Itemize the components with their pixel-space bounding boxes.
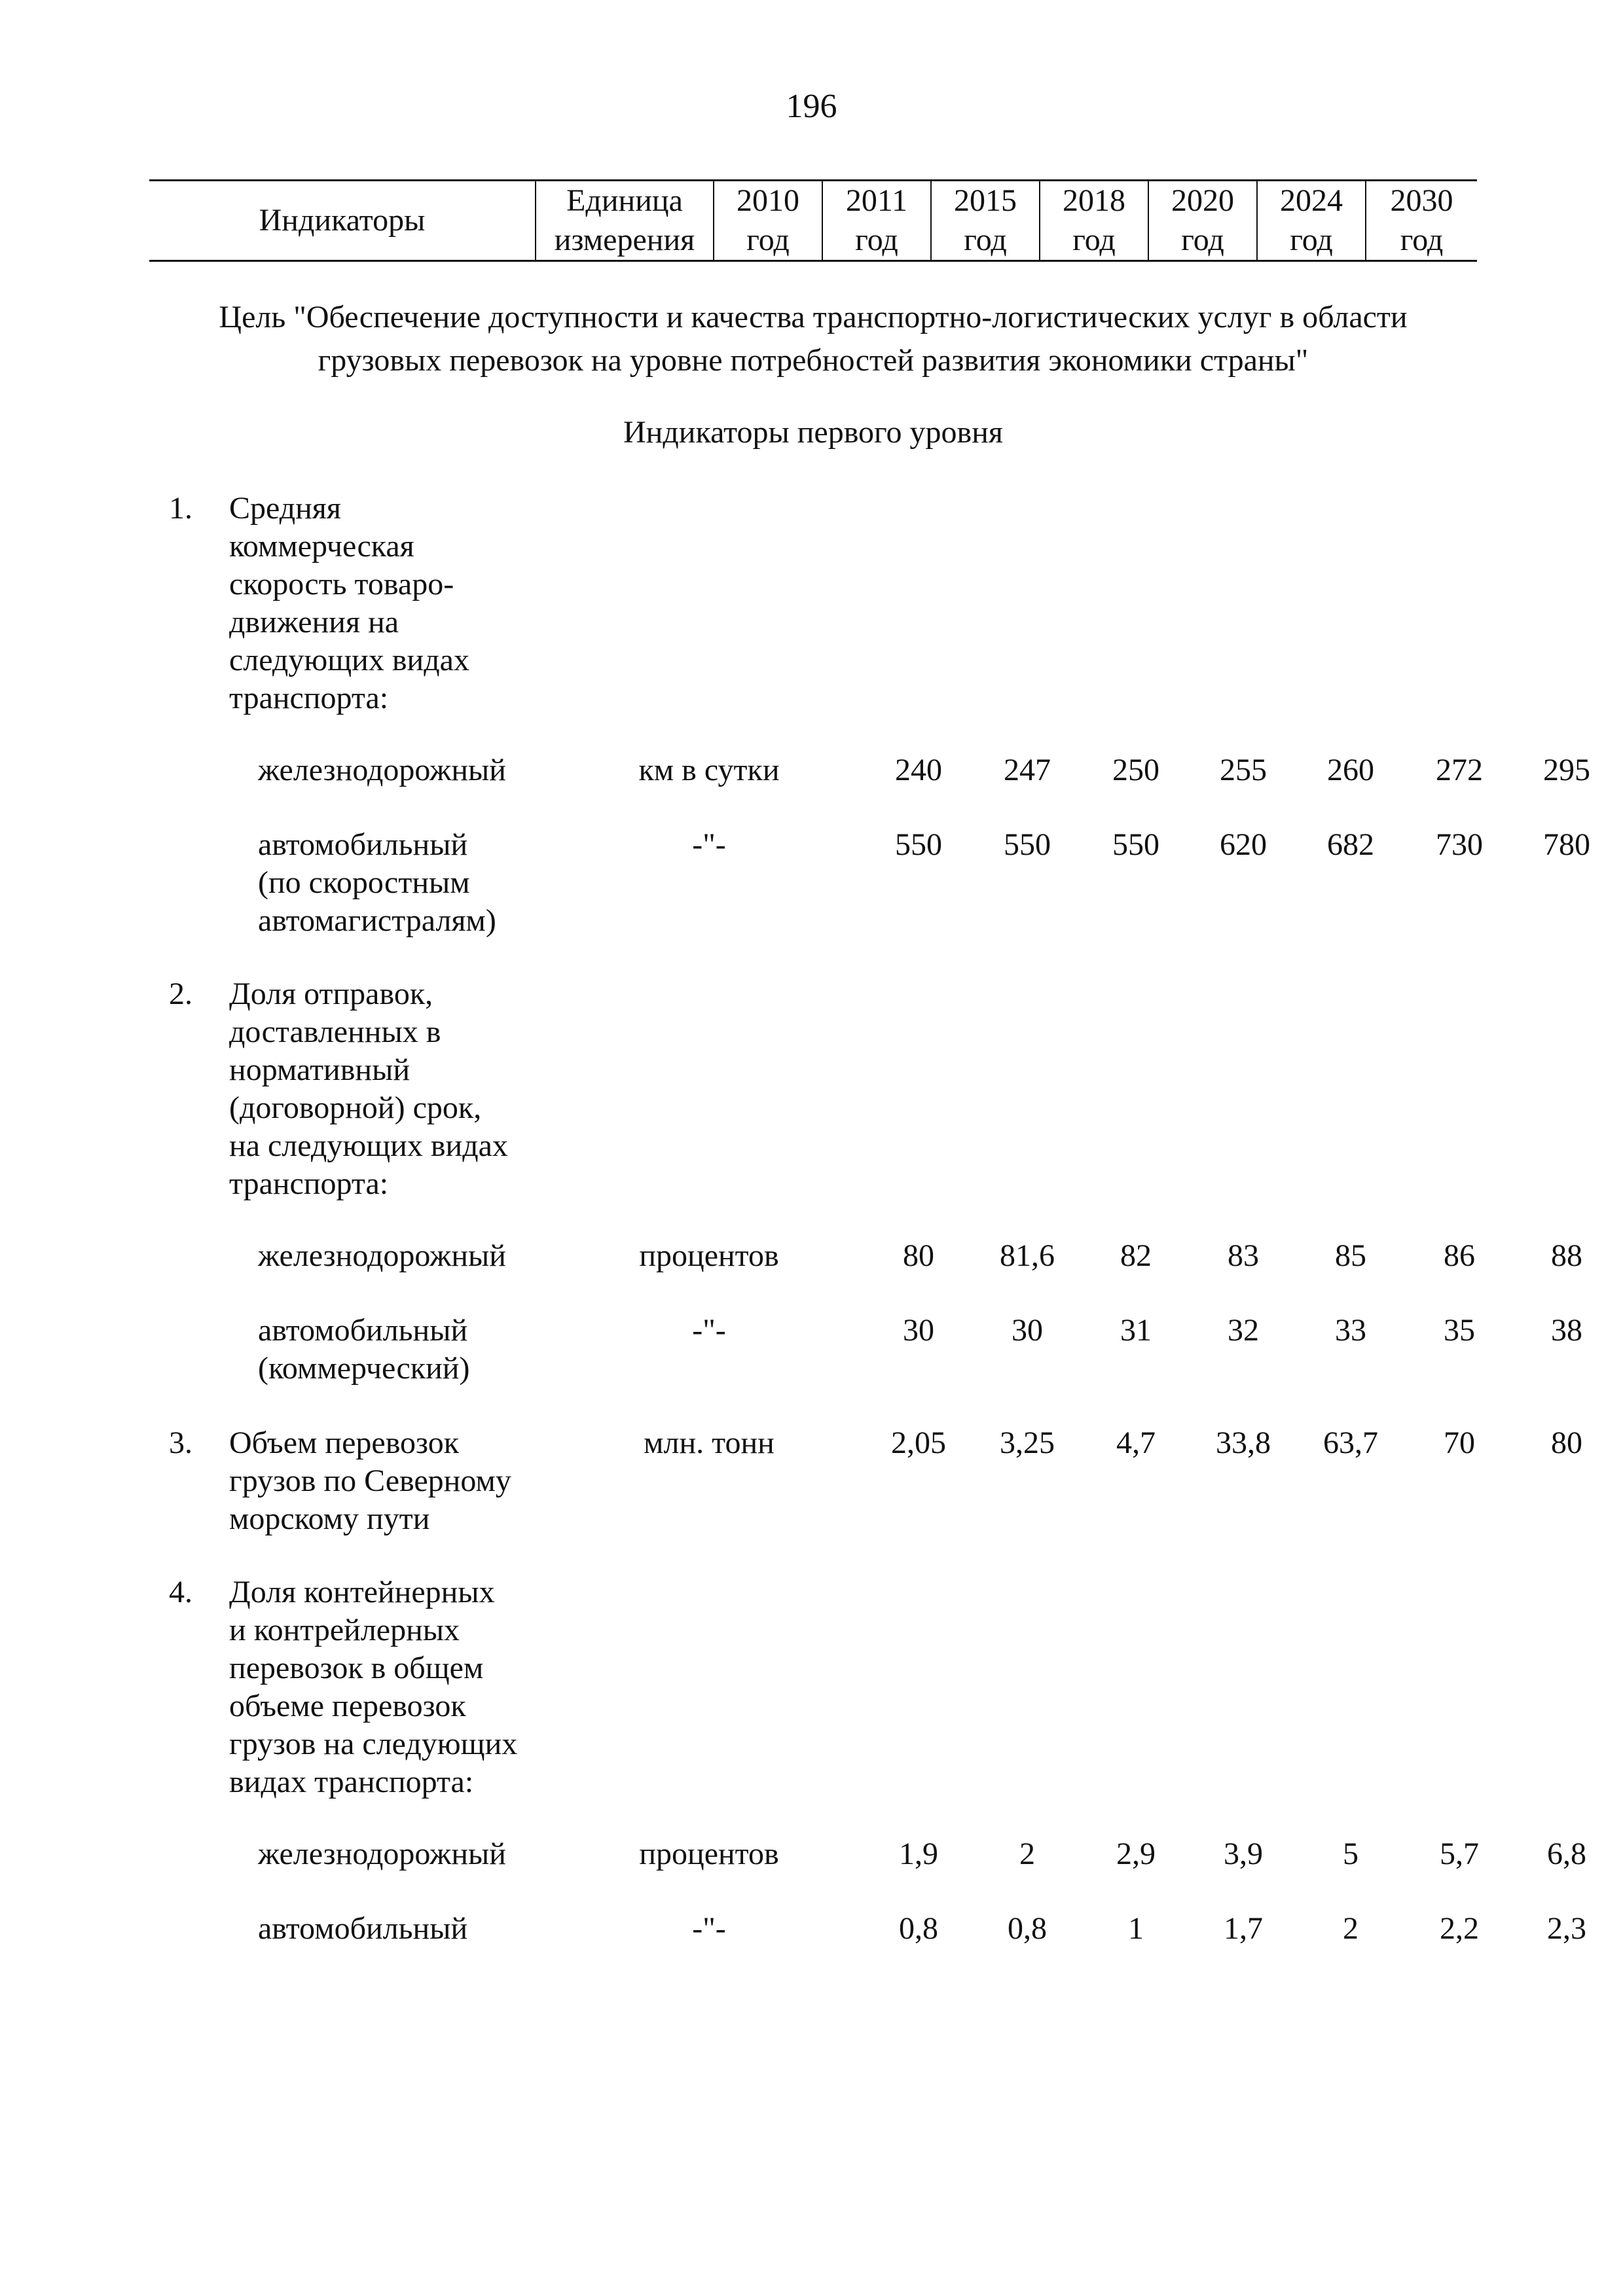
- value-cell: 247: [1004, 753, 1051, 787]
- section-label: Доля контейнерных и контрейлерных перевозок в общем объеме перевозок грузов на следующих видах транспорта:: [229, 1575, 518, 1799]
- header-year-2018: 2018 год: [1040, 181, 1148, 261]
- value-cell: 38: [1551, 1313, 1582, 1348]
- goal-line: грузовых перевозок на уровне потребностей развития экономики страны": [318, 343, 1309, 378]
- value-cell: 260: [1327, 753, 1374, 787]
- row-unit: -"-: [692, 827, 726, 862]
- header-unit: Единица измерения: [536, 181, 714, 261]
- value-cell: 2,05: [891, 1426, 946, 1460]
- value-cell: 30: [1012, 1313, 1043, 1348]
- row-label: железнодорожный: [258, 1837, 506, 1871]
- value-cell: 31: [1120, 1313, 1152, 1348]
- value-cell: 33: [1335, 1313, 1366, 1348]
- row-unit: -"-: [692, 1911, 726, 1946]
- value-cell: 82: [1120, 1238, 1152, 1273]
- section-label: Объем перевозок грузов по Северному морскому пути: [229, 1426, 511, 1536]
- row-label: автомобильный (по скоростным автомагистралям): [258, 827, 496, 938]
- row-unit: млн. тонн: [644, 1426, 775, 1460]
- value-cell: 1,9: [899, 1837, 938, 1871]
- value-cell: 2: [1343, 1911, 1359, 1946]
- subheading: Индикаторы первого уровня: [623, 415, 1003, 450]
- header-year-2030: 2030 год: [1366, 181, 1477, 261]
- value-cell: 6,8: [1547, 1837, 1586, 1871]
- value-cell: 30: [903, 1313, 934, 1348]
- section-number: 4.: [169, 1575, 192, 1609]
- value-cell: 550: [895, 827, 942, 862]
- section-number: 3.: [169, 1426, 192, 1460]
- value-cell: 0,8: [899, 1911, 938, 1946]
- header-year-2010: 2010 год: [714, 181, 822, 261]
- goal-title: [149, 296, 1477, 382]
- value-cell: 85: [1335, 1238, 1366, 1273]
- header-year-2015: 2015 год: [931, 181, 1040, 261]
- value-cell: 730: [1436, 827, 1483, 862]
- value-cell: 4,7: [1116, 1426, 1156, 1460]
- value-cell: 295: [1543, 753, 1590, 787]
- section-label: Средняя коммерческая скорость товаро- движения на следующих видах транспорта:: [229, 491, 469, 715]
- value-cell: 2,3: [1547, 1911, 1586, 1946]
- value-cell: 63,7: [1323, 1426, 1378, 1460]
- value-cell: 550: [1004, 827, 1051, 862]
- value-cell: 0,8: [1008, 1911, 1047, 1946]
- section-number: 1.: [169, 491, 192, 526]
- value-cell: 80: [903, 1238, 934, 1273]
- row-label: автомобильный (коммерческий): [258, 1313, 470, 1386]
- value-cell: 5: [1343, 1837, 1359, 1871]
- row-label: железнодорожный: [258, 1238, 506, 1273]
- value-cell: 780: [1543, 827, 1590, 862]
- value-cell: 88: [1551, 1238, 1582, 1273]
- row-unit: процентов: [639, 1837, 779, 1871]
- row-unit: -"-: [692, 1313, 726, 1348]
- value-cell: 550: [1112, 827, 1159, 862]
- row-unit: процентов: [639, 1238, 779, 1273]
- value-cell: 3,9: [1224, 1837, 1263, 1871]
- value-cell: 1,7: [1224, 1911, 1263, 1946]
- value-cell: 272: [1436, 753, 1483, 787]
- value-cell: 83: [1228, 1238, 1259, 1273]
- value-cell: 86: [1444, 1238, 1475, 1273]
- row-label: автомобильный: [258, 1911, 468, 1946]
- header-year-2020: 2020 год: [1148, 181, 1257, 261]
- goal-line: Цель "Обеспечение доступности и качества транспортно-логистических услуг в области: [219, 300, 1408, 334]
- value-cell: 2,2: [1440, 1911, 1479, 1946]
- value-cell: 1: [1128, 1911, 1144, 1946]
- section-label: Доля отправок, доставленных в нормативный (договорной) срок, на следующих видах транспорта:: [229, 977, 508, 1201]
- header-indicators: Индикаторы: [149, 181, 536, 261]
- page-number: 196: [786, 88, 837, 125]
- value-cell: 80: [1551, 1426, 1582, 1460]
- row-unit: км в сутки: [638, 753, 780, 787]
- header-year-2024: 2024 год: [1257, 181, 1366, 261]
- value-cell: 240: [895, 753, 942, 787]
- value-cell: 81,6: [1000, 1238, 1055, 1273]
- value-cell: 682: [1327, 827, 1374, 862]
- value-cell: 255: [1220, 753, 1267, 787]
- value-cell: 2: [1019, 1837, 1035, 1871]
- table-header: [149, 179, 1477, 262]
- header-year-2011: 2011 год: [822, 181, 931, 261]
- value-cell: 35: [1444, 1313, 1475, 1348]
- section-number: 2.: [169, 977, 192, 1011]
- row-label: железнодорожный: [258, 753, 506, 787]
- value-cell: 33,8: [1216, 1426, 1271, 1460]
- value-cell: 5,7: [1440, 1837, 1479, 1871]
- value-cell: 3,25: [1000, 1426, 1055, 1460]
- value-cell: 70: [1444, 1426, 1475, 1460]
- value-cell: 250: [1112, 753, 1159, 787]
- value-cell: 620: [1220, 827, 1267, 862]
- value-cell: 2,9: [1116, 1837, 1156, 1871]
- value-cell: 32: [1228, 1313, 1259, 1348]
